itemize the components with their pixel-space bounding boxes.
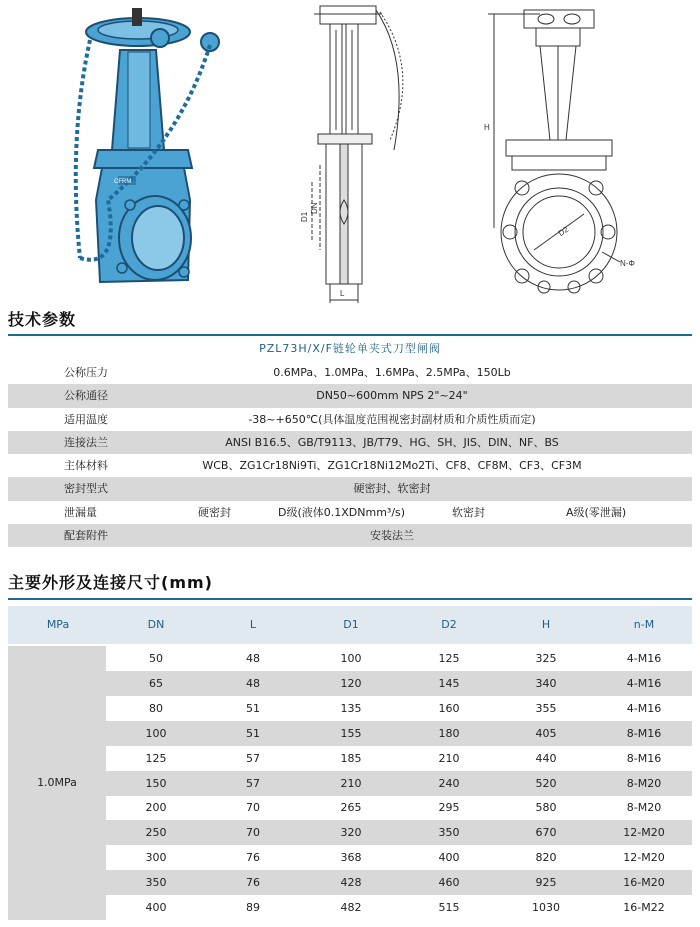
col-header-l: L — [249, 618, 257, 631]
col-header-nm: n-M — [633, 618, 655, 631]
dims-table-row — [106, 795, 692, 820]
spec-value: ANSI B16.5、GB/T9113、JB/T79、HG、SH、JIS、DIN、NF、BS — [225, 435, 559, 449]
pressure-value: 1.0MPa — [37, 776, 77, 789]
cell-dn: 100 — [145, 726, 167, 740]
cell-dn: 125 — [145, 751, 167, 765]
spec-table-header: PZL73H/X/F链轮单夹式刀型闸阀 — [259, 342, 441, 355]
cell-d2: 240 — [438, 776, 460, 790]
cell-dn: 250 — [145, 826, 167, 840]
spec-row — [8, 454, 692, 477]
cell-d1: 120 — [340, 676, 362, 690]
spec-value: 安装法兰 — [370, 529, 414, 543]
cell-h: 520 — [535, 776, 557, 790]
cell-d1: 482 — [340, 901, 362, 914]
cell-d1: 185 — [340, 751, 362, 765]
cell-l: 76 — [246, 851, 260, 865]
cell-d2: 460 — [438, 876, 460, 890]
col-header-d1: D1 — [343, 618, 359, 631]
cell-d2: 160 — [438, 701, 460, 715]
cell-nm: 12-M20 — [623, 851, 665, 865]
cell-h: 1030 — [532, 901, 560, 914]
cell-d2: 125 — [438, 652, 460, 665]
cell-h: 325 — [535, 652, 557, 665]
cell-d1: 210 — [340, 776, 362, 790]
dims-table-row — [106, 721, 692, 746]
leakage-soft-value: A级(零泄漏) — [566, 505, 627, 519]
spec-label: 密封型式 — [64, 482, 108, 496]
cell-d1: 135 — [340, 701, 362, 715]
dims-table-row — [106, 646, 692, 671]
cell-h: 440 — [535, 751, 557, 765]
cell-l: 48 — [246, 652, 260, 665]
cell-dn: 150 — [145, 776, 167, 790]
cell-nm: 8-M20 — [626, 776, 662, 790]
spec-label: 适用温度 — [64, 412, 108, 426]
cell-d2: 145 — [438, 676, 460, 690]
spec-value: 硬密封、软密封 — [353, 482, 431, 496]
cell-l: 70 — [246, 826, 260, 840]
cell-dn: 65 — [149, 676, 163, 690]
dims-section-title: 主要外形及连接尺寸(mm) — [8, 573, 213, 592]
cell-nm: 8-M16 — [626, 751, 662, 765]
cell-l: 76 — [246, 876, 260, 890]
spec-label: 公称压力 — [64, 366, 108, 379]
cell-d1: 320 — [340, 826, 362, 840]
dims-table-row — [106, 845, 692, 870]
cell-dn: 80 — [149, 701, 163, 715]
cell-d2: 400 — [438, 851, 460, 865]
cell-nm: 4-M16 — [626, 652, 662, 665]
cell-dn: 350 — [145, 876, 167, 890]
spec-row — [8, 431, 692, 454]
cell-d1: 265 — [340, 801, 362, 815]
dims-table-row — [106, 870, 692, 895]
leakage-hard-seal: 硬密封 — [198, 505, 231, 519]
d1-label: D1 — [300, 211, 309, 222]
cell-h: 670 — [535, 826, 557, 840]
n-phi-label: N-Φ — [620, 259, 635, 268]
cell-h: 340 — [535, 676, 557, 690]
cell-nm: 12-M20 — [623, 826, 665, 840]
leakage-row — [8, 501, 692, 524]
spec-label: 配套附件 — [64, 529, 108, 543]
dims-table-header — [8, 606, 692, 644]
cell-h: 580 — [535, 801, 557, 815]
cell-l: 51 — [246, 701, 260, 715]
dims-table-row — [106, 671, 692, 696]
cell-l: 57 — [246, 751, 260, 765]
cell-dn: 300 — [145, 851, 167, 865]
cell-d1: 155 — [340, 726, 362, 740]
cell-nm: 4-M16 — [626, 701, 662, 715]
col-header-dn: DN — [147, 618, 165, 631]
cell-d1: 368 — [340, 851, 362, 865]
h-label: H — [484, 123, 490, 132]
product-drawings — [0, 0, 700, 305]
spec-row — [8, 408, 692, 431]
cell-dn: 400 — [145, 901, 167, 914]
l-label: L — [340, 289, 345, 298]
cell-l: 70 — [246, 801, 260, 815]
cell-nm: 16-M20 — [623, 876, 665, 890]
leakage-hard-value: D级(液体0.1XDNmm³/s) — [278, 505, 406, 519]
cell-h: 405 — [535, 726, 557, 740]
cell-d2: 350 — [438, 826, 460, 840]
cell-nm: 4-M16 — [626, 676, 662, 690]
specs-section-title: 技术参数 — [8, 310, 77, 329]
dims-table-row — [106, 746, 692, 771]
cell-d2: 210 — [438, 751, 460, 765]
spec-row — [8, 524, 692, 547]
pressure-cell — [8, 646, 106, 920]
leakage-label: 泄漏量 — [64, 505, 97, 519]
col-header-h: H — [541, 618, 551, 631]
spec-value: -38~+650℃(具体温度范围视密封副材质和介质性质而定) — [248, 412, 536, 426]
dims-table-row — [106, 696, 692, 721]
side-section-drawing — [290, 0, 420, 305]
spec-table — [8, 337, 692, 547]
dims-table — [8, 606, 692, 914]
cell-l: 48 — [246, 676, 260, 690]
cell-nm: 8-M16 — [626, 726, 662, 740]
col-header-d2: D2 — [441, 618, 457, 631]
cell-l: 51 — [246, 726, 260, 740]
dims-table-row — [106, 895, 692, 920]
spec-label: 公称通径 — [64, 389, 108, 403]
spec-value: DN50~600mm NPS 2"~24" — [316, 389, 468, 403]
cell-d2: 295 — [438, 801, 460, 815]
spec-row — [8, 477, 692, 500]
dims-rule — [8, 598, 692, 600]
drawing-tag: CFRM — [114, 179, 132, 185]
cell-h: 820 — [535, 851, 557, 865]
spec-label: 主体材料 — [64, 459, 108, 473]
cell-nm: 8-M20 — [626, 801, 662, 815]
spec-value: WCB、ZG1Cr18Ni9Ti、ZG1Cr18Ni12Mo2Ti、CF8、CF8M、CF3、CF3M — [202, 459, 582, 473]
d2-label: D2 — [556, 224, 571, 239]
spec-label: 连接法兰 — [64, 435, 108, 449]
leakage-soft-seal: 软密封 — [452, 505, 485, 519]
cell-nm: 16-M22 — [623, 901, 665, 914]
spec-value: 0.6MPa、1.0MPa、1.6MPa、2.5MPa、150Lb — [273, 366, 511, 379]
dims-table-row — [106, 771, 692, 796]
spec-row — [8, 384, 692, 407]
cell-d1: 428 — [340, 876, 362, 890]
cell-d1: 100 — [340, 652, 362, 665]
dims-table-row — [106, 820, 692, 845]
cell-l: 57 — [246, 776, 260, 790]
dn-label: DN — [310, 202, 319, 214]
cell-d2: 515 — [438, 901, 460, 914]
cell-dn: 50 — [149, 652, 163, 665]
cell-h: 925 — [535, 876, 557, 890]
cell-h: 355 — [535, 701, 557, 715]
col-header-mpa: MPa — [46, 618, 70, 631]
front-view-drawing — [480, 0, 640, 305]
cell-dn: 200 — [145, 801, 167, 815]
cell-d2: 180 — [438, 726, 460, 740]
valve-illustration — [60, 0, 250, 300]
cell-l: 89 — [246, 901, 260, 914]
spec-row — [8, 361, 692, 384]
specs-rule — [8, 334, 692, 336]
